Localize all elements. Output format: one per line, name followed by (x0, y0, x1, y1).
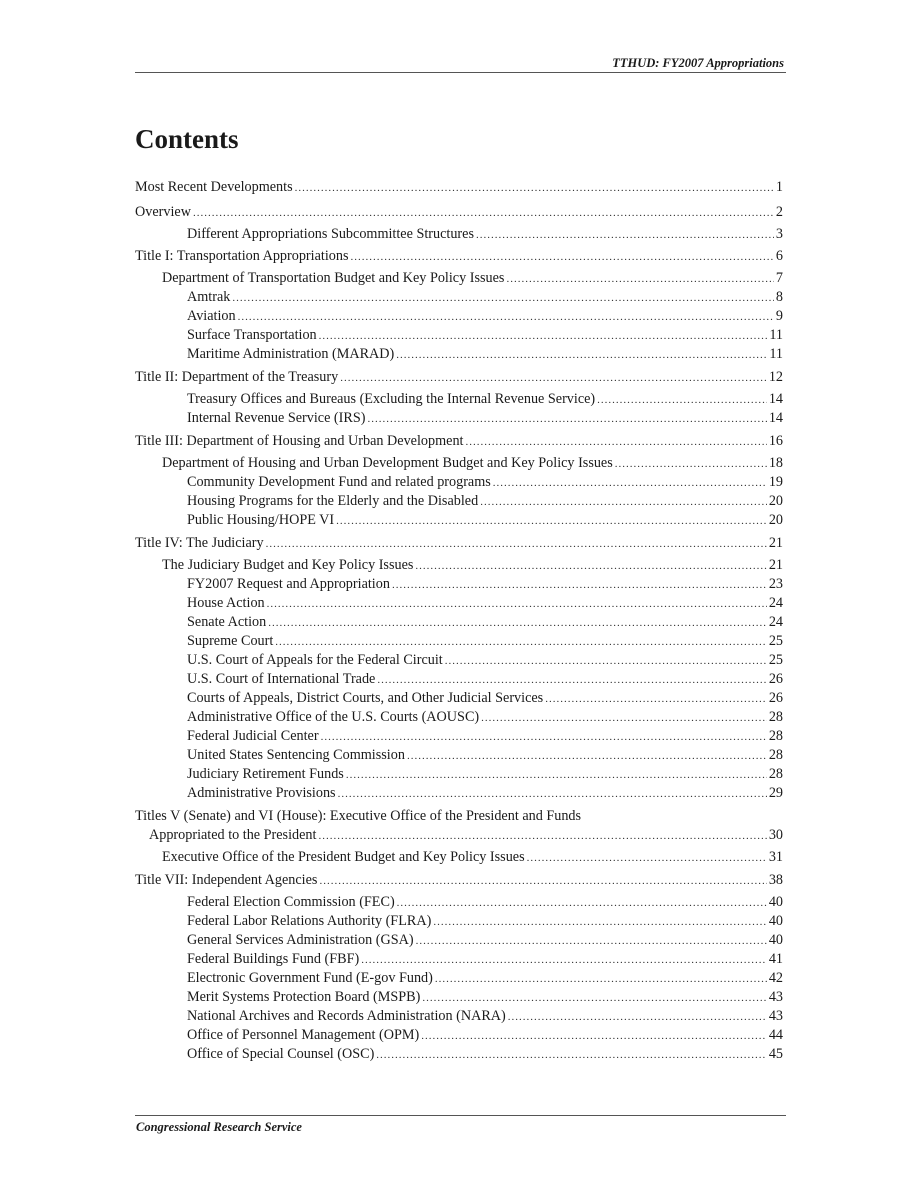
toc-entry[interactable] (135, 473, 783, 492)
toc-entry-page: 20 (768, 493, 783, 509)
leader-dots (319, 873, 766, 890)
toc-entry-title: House Action (187, 595, 265, 611)
toc-entry[interactable] (135, 632, 783, 651)
toc-entry-page: 25 (768, 633, 783, 649)
toc-entry[interactable] (135, 1026, 783, 1045)
toc-entry[interactable] (135, 826, 783, 845)
toc-entry[interactable] (135, 556, 783, 575)
toc-entry-page: 43 (768, 1008, 783, 1024)
toc-entry[interactable] (135, 432, 783, 451)
toc-entry[interactable] (135, 893, 783, 912)
toc-entry-title: Public Housing/HOPE VI (187, 512, 335, 528)
toc-entry-title: Administrative Provisions (187, 785, 336, 801)
header-rule (135, 72, 786, 73)
toc-entry-title: Community Development Fund and related programs (187, 474, 491, 490)
leader-dots (346, 767, 767, 784)
toc-entry-page: 28 (768, 747, 783, 763)
toc-entry[interactable] (135, 575, 783, 594)
toc-entry-title: U.S. Court of International Trade (187, 671, 376, 687)
toc-entry-page: 40 (768, 932, 783, 948)
toc-entry-page: 28 (768, 709, 783, 725)
toc-entry-title: Amtrak (187, 289, 231, 305)
toc-entry[interactable] (135, 368, 783, 387)
toc-entry[interactable] (135, 871, 783, 890)
toc-entry[interactable] (135, 613, 783, 632)
leader-dots (545, 691, 767, 708)
toc-entry[interactable] (135, 511, 783, 530)
toc-entry[interactable] (135, 269, 783, 288)
toc-entry[interactable] (135, 950, 783, 969)
toc-entry-page: 28 (768, 728, 783, 744)
toc-entry-title: FY2007 Request and Appropriation (187, 576, 390, 592)
toc-entry-page: 11 (769, 327, 783, 343)
toc-entry[interactable] (135, 288, 783, 307)
leader-dots (493, 475, 767, 492)
toc-entry[interactable] (135, 225, 783, 244)
toc-entry[interactable] (135, 988, 783, 1007)
toc-entry-title-line1[interactable]: Titles V (Senate) and VI (House): Executive Office of the President and Funds (135, 808, 582, 824)
toc-entry-title: Administrative Office of the U.S. Courts (AOUSC) (187, 709, 480, 725)
toc-entry[interactable] (135, 594, 783, 613)
toc-entry-page: 40 (768, 913, 783, 929)
toc-entry-title: Office of Special Counsel (OSC) (187, 1046, 375, 1062)
toc-entry-title: Internal Revenue Service (IRS) (187, 410, 366, 426)
toc-entry-title: Maritime Administration (MARAD) (187, 346, 395, 362)
toc-entry[interactable] (135, 326, 783, 345)
toc-entry[interactable] (135, 912, 783, 931)
toc-entry[interactable] (135, 746, 783, 765)
toc-entry-page: 31 (768, 849, 783, 865)
leader-dots (319, 328, 768, 345)
toc-entry-page: 7 (775, 270, 783, 286)
toc-entry-title: Appropriated to the President (149, 827, 317, 843)
toc-entry-title: Treasury Offices and Bureaus (Excluding the Internal Revenue Service) (187, 391, 596, 407)
toc-entry[interactable] (135, 534, 783, 553)
toc-entry-page: 3 (775, 226, 783, 242)
toc-entry[interactable] (135, 345, 783, 364)
toc-entry[interactable] (135, 931, 783, 950)
toc-entry[interactable] (135, 390, 783, 409)
toc-entry[interactable] (135, 969, 783, 988)
leader-dots (476, 227, 774, 244)
toc-entry-title: Supreme Court (187, 633, 274, 649)
toc-entry-title: Title III: Department of Housing and Urban Development (135, 433, 464, 449)
leader-dots (295, 180, 774, 197)
leader-dots (318, 828, 766, 845)
leader-dots (340, 370, 767, 387)
toc-entry-title: United States Sentencing Commission (187, 747, 405, 763)
toc-entry-page: 41 (768, 951, 783, 967)
leader-dots (508, 1009, 767, 1026)
toc-entry[interactable] (135, 203, 783, 222)
toc-entry-title: Senate Action (187, 614, 267, 630)
leader-dots (415, 558, 766, 575)
toc-entry-page: 2 (775, 204, 783, 220)
toc-entry-title: Title IV: The Judiciary (135, 535, 264, 551)
toc-entry-page: 1 (775, 179, 783, 195)
toc-entry-page: 24 (768, 595, 783, 611)
leader-dots (338, 786, 767, 803)
toc-entry-title: U.S. Court of Appeals for the Federal Circuit (187, 652, 443, 668)
leader-dots (350, 249, 773, 266)
toc-entry-title: Surface Transportation (187, 327, 317, 343)
leader-dots (193, 205, 774, 222)
toc-entry-page: 23 (768, 576, 783, 592)
toc-entry-title: Federal Labor Relations Authority (FLRA) (187, 913, 432, 929)
toc-entry-title: Federal Election Commission (FEC) (187, 894, 395, 910)
toc-entry-page: 11 (769, 346, 783, 362)
running-header: TTHUD: FY2007 Appropriations (612, 56, 784, 70)
toc-entry-title: Executive Office of the President Budget and Key Policy Issues (162, 849, 525, 865)
leader-dots (422, 990, 767, 1007)
toc-entry-page: 18 (768, 455, 783, 471)
leader-dots (435, 971, 767, 988)
toc-entry-title: Courts of Appeals, District Courts, and Other Judicial Services (187, 690, 544, 706)
toc-entry-page: 43 (768, 989, 783, 1005)
toc-entry[interactable] (135, 247, 783, 266)
toc-entry[interactable] (135, 765, 783, 784)
footer-rule (135, 1115, 786, 1116)
leader-dots (445, 653, 767, 670)
toc-entry[interactable] (135, 784, 783, 803)
toc-entry-title: Federal Buildings Fund (FBF) (187, 951, 360, 967)
toc-entry-title: National Archives and Records Administration (NARA) (187, 1008, 506, 1024)
leader-dots (506, 271, 773, 288)
toc-entry-title: Housing Programs for the Elderly and the Disabled (187, 493, 479, 509)
leader-dots (416, 933, 767, 950)
leader-dots (267, 596, 767, 613)
toc-entry-page: 6 (775, 248, 783, 264)
leader-dots (266, 536, 767, 553)
toc-entry-page: 14 (768, 391, 783, 407)
leader-dots (376, 1047, 767, 1064)
toc-entry-page: 26 (768, 690, 783, 706)
toc-entry[interactable] (135, 454, 783, 473)
toc-entry-page: 14 (768, 410, 783, 426)
toc-entry-page: 21 (768, 535, 783, 551)
toc-entry-page: 19 (768, 474, 783, 490)
toc-entry[interactable] (135, 178, 783, 197)
toc-entry-page: 25 (768, 652, 783, 668)
toc-entry-title: Title I: Transportation Appropriations (135, 248, 349, 264)
toc-entry[interactable] (135, 1045, 783, 1064)
toc-entry-title: Aviation (187, 308, 236, 324)
toc-entry[interactable] (135, 307, 783, 326)
toc-entry[interactable] (135, 1007, 783, 1026)
leader-dots (480, 494, 767, 511)
toc-entry-title: The Judiciary Budget and Key Policy Issues (162, 557, 414, 573)
leader-dots (336, 513, 767, 530)
leader-dots (238, 309, 774, 326)
leader-dots (377, 672, 766, 689)
leader-dots (407, 748, 767, 765)
toc-entry[interactable] (135, 708, 783, 727)
toc-entry-title: Office of Personnel Management (OPM) (187, 1027, 420, 1043)
leader-dots (421, 1028, 767, 1045)
toc-entry-page: 42 (768, 970, 783, 986)
leader-dots (597, 392, 767, 409)
leader-dots (232, 290, 774, 307)
leader-dots (397, 895, 767, 912)
leader-dots (396, 347, 767, 364)
leader-dots (367, 411, 766, 428)
toc-entry[interactable] (135, 670, 783, 689)
leader-dots (275, 634, 767, 651)
toc-entry-page: 45 (768, 1046, 783, 1062)
leader-dots (268, 615, 767, 632)
leader-dots (527, 850, 767, 867)
toc-entry-title: Judiciary Retirement Funds (187, 766, 344, 782)
leader-dots (361, 952, 767, 969)
leader-dots (392, 577, 767, 594)
toc-entry-page: 40 (768, 894, 783, 910)
toc-entry-title: Department of Transportation Budget and Key Policy Issues (162, 270, 505, 286)
toc-entry-title: General Services Administration (GSA) (187, 932, 414, 948)
toc-entry-page: 24 (768, 614, 783, 630)
toc-entry-page: 30 (768, 827, 783, 843)
toc-entry-page: 16 (768, 433, 783, 449)
toc-entry[interactable] (135, 727, 783, 746)
toc-entry[interactable] (135, 409, 783, 428)
toc-entry-title: Different Appropriations Subcommittee Structures (187, 226, 474, 242)
leader-dots (433, 914, 767, 931)
toc-entry-title: Department of Housing and Urban Development Budget and Key Policy Issues (162, 455, 613, 471)
toc-entry-title: Overview (135, 204, 191, 220)
toc-entry-page: 38 (768, 872, 783, 888)
toc-entry-page: 28 (768, 766, 783, 782)
toc-entry-page: 9 (775, 308, 783, 324)
toc-entry-page: 20 (768, 512, 783, 528)
leader-dots (615, 456, 767, 473)
toc-entry-title: Federal Judicial Center (187, 728, 319, 744)
toc-entry-page: 21 (768, 557, 783, 573)
toc-entry[interactable] (135, 689, 783, 708)
toc-entry-page: 29 (768, 785, 783, 801)
toc-entry[interactable] (135, 492, 783, 511)
toc-entry-page: 12 (768, 369, 783, 385)
toc-entry-page: 26 (768, 671, 783, 687)
leader-dots (481, 710, 767, 727)
leader-dots (321, 729, 767, 746)
toc-entry-title: Merit Systems Protection Board (MSPB) (187, 989, 421, 1005)
toc-entry-page: 8 (775, 289, 783, 305)
toc-entry-title: Title II: Department of the Treasury (135, 369, 339, 385)
toc-entry[interactable] (135, 651, 783, 670)
page-title: Contents (135, 124, 239, 154)
leader-dots (465, 434, 766, 451)
toc-entry[interactable] (135, 848, 783, 867)
toc-entry-title: Most Recent Developments (135, 179, 293, 195)
toc-entry-title: Electronic Government Fund (E-gov Fund) (187, 970, 433, 986)
toc-entry-page: 44 (768, 1027, 783, 1043)
toc-entry-title: Title VII: Independent Agencies (135, 872, 318, 888)
running-footer: Congressional Research Service (136, 1120, 302, 1134)
